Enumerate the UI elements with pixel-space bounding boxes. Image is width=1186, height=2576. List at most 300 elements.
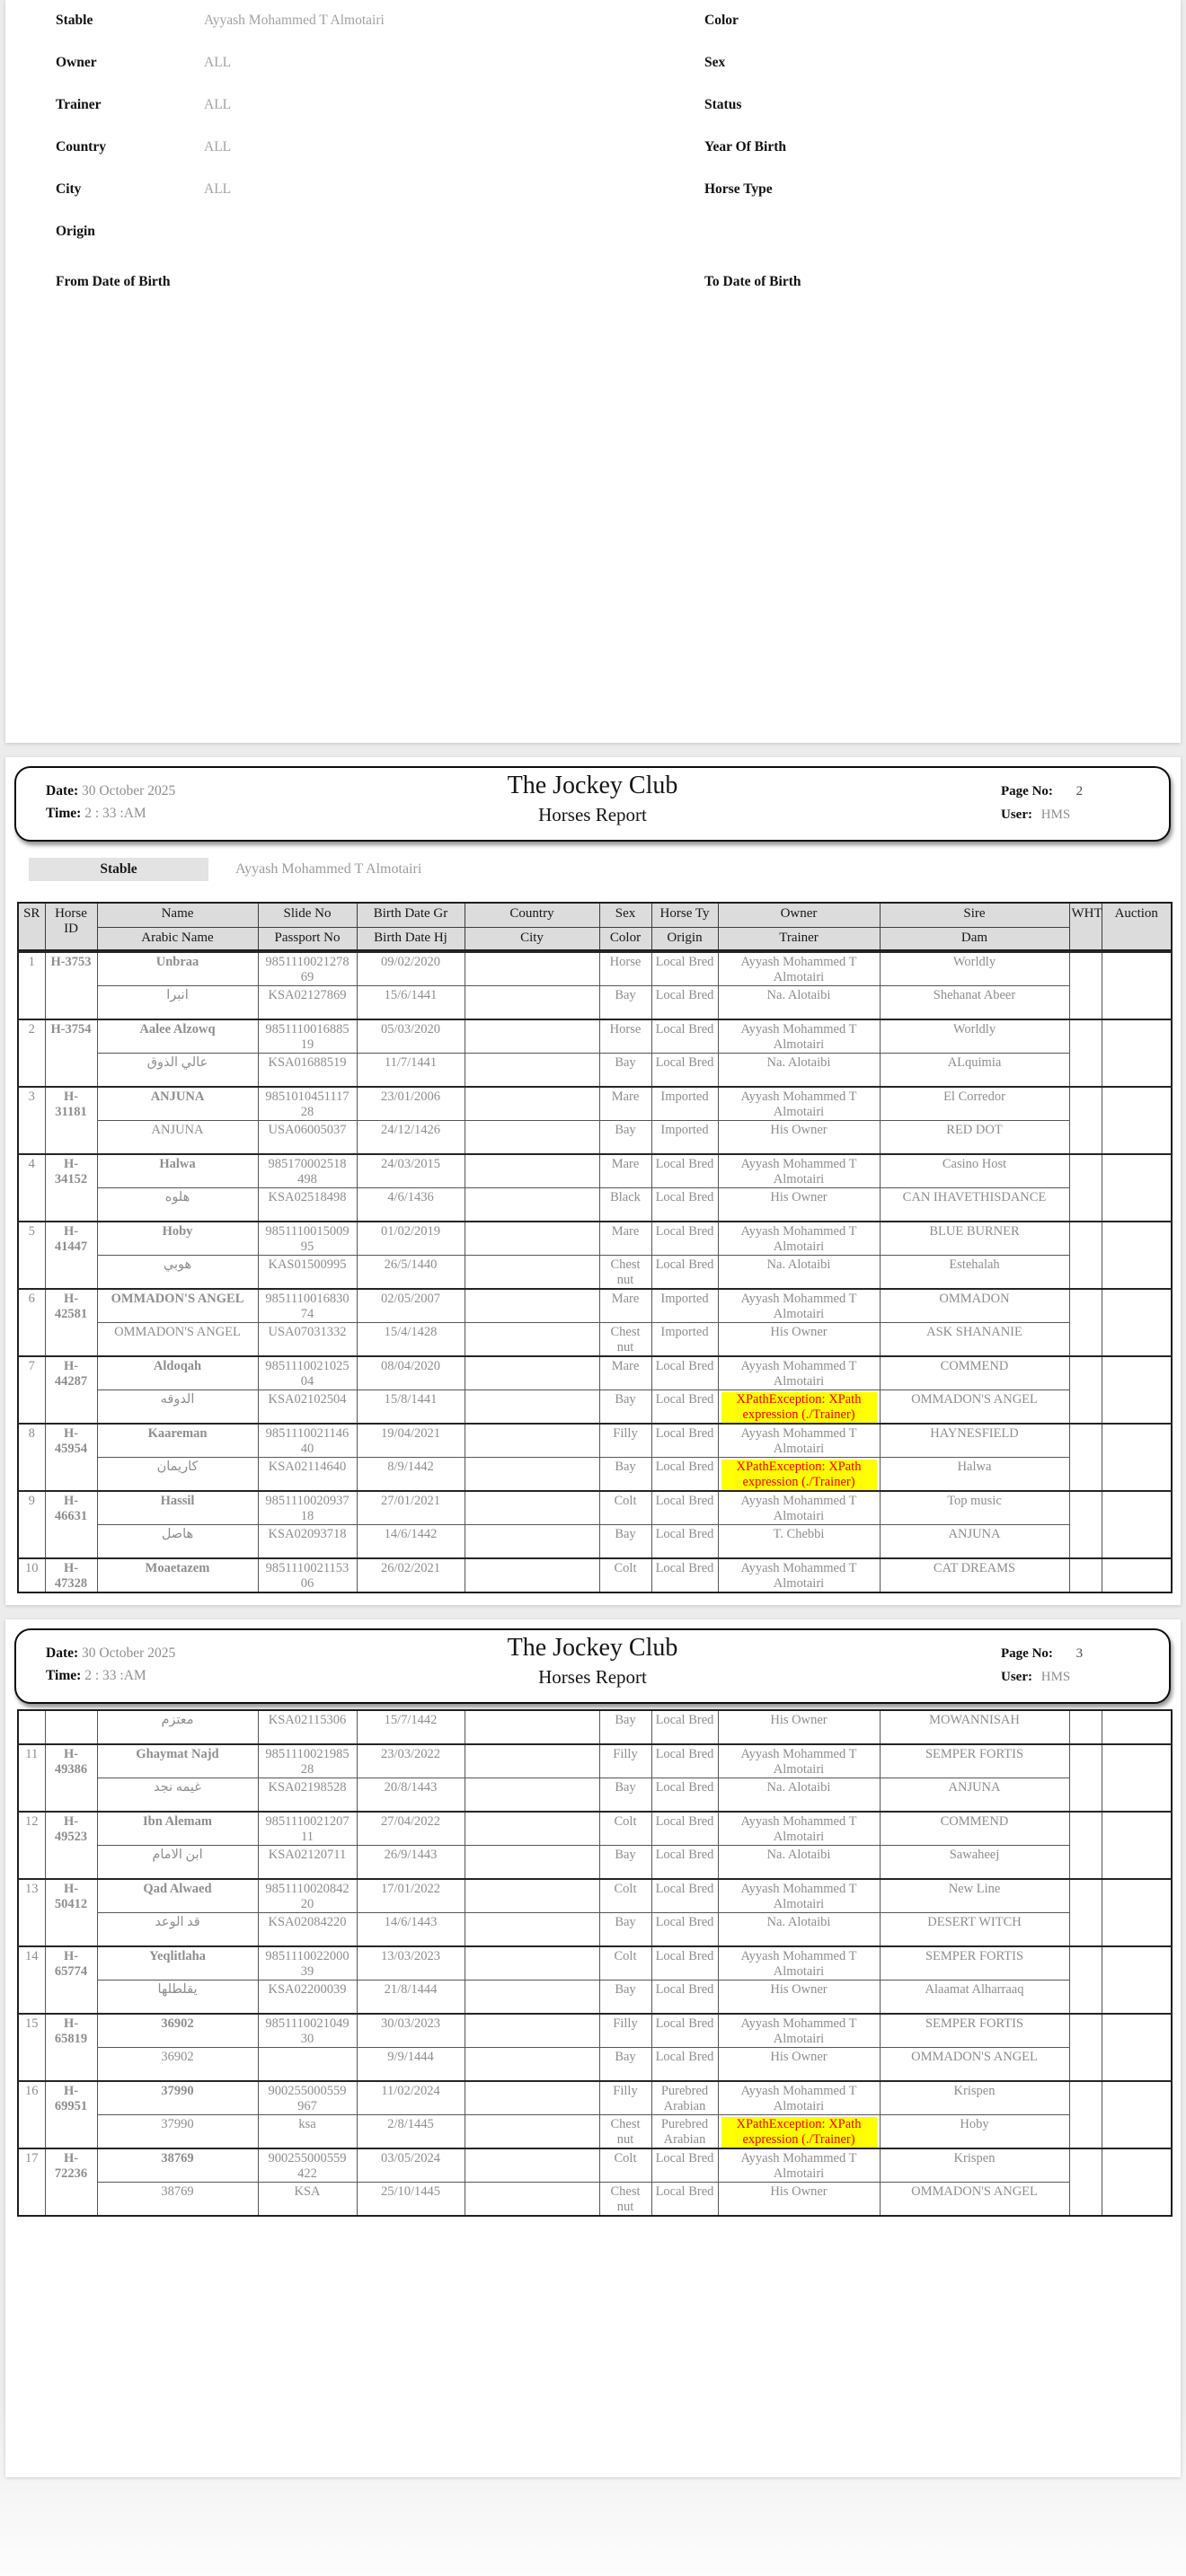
report-title: The Jockey Club	[507, 1634, 678, 1662]
column-header: Birth Date Gr	[357, 903, 465, 928]
auction-cell	[1102, 1222, 1172, 1289]
sr-cell: 3	[18, 1087, 45, 1154]
horse-id-cell: H-3754	[45, 1019, 97, 1087]
birth-date-hj-cell: 15/7/1442	[357, 1710, 465, 1744]
owner-cell: Ayyash Mohammed T Almotairi	[718, 1087, 880, 1121]
column-subheader: Dam	[880, 928, 1069, 951]
wht-cell	[1069, 1019, 1102, 1087]
name-cell: OMMADON'S ANGEL	[97, 1289, 258, 1323]
slide-no-cell	[258, 1558, 357, 1592]
trainer-cell	[718, 1390, 880, 1425]
sr-cell: 14	[18, 1946, 45, 2014]
auction-cell	[1102, 2014, 1172, 2081]
column-subheader: Origin	[651, 928, 718, 951]
name-cell: Ibn Alemam	[97, 1812, 258, 1846]
sex-cell: Colt	[599, 2148, 651, 2183]
owner-cell: Ayyash Mohammed T Almotairi	[718, 1491, 880, 1525]
passport-no-cell: USA06005037	[258, 1121, 357, 1155]
wht-cell	[1069, 1424, 1102, 1491]
birth-date-gr-cell: 09/02/2020	[357, 952, 465, 986]
sr-cell: 11	[18, 1744, 45, 1812]
sire-cell: COMMEND	[880, 1356, 1069, 1390]
slide-no-value: 985111002115306	[265, 1561, 350, 1591]
color-cell: Bay	[599, 1710, 651, 1744]
sex-cell: Mare	[599, 1289, 651, 1323]
filter-value-city: ALL	[204, 181, 232, 197]
owner-cell: Ayyash Mohammed T Almotairi	[718, 952, 880, 986]
origin-cell: Local Bred	[651, 1778, 718, 1813]
horse-type-cell: Imported	[651, 1087, 718, 1121]
horse-row-arabic	[18, 1525, 1172, 1559]
owner-cell: Ayyash Mohammed T Almotairi	[718, 1812, 880, 1846]
stable-chip: Stable	[29, 858, 208, 881]
country-cell	[465, 2081, 599, 2115]
auction-cell	[1102, 1558, 1172, 1592]
birth-date-gr-cell: 26/02/2021	[357, 1558, 465, 1592]
birth-date-hj-cell: 8/9/1442	[357, 1458, 465, 1492]
color-cell: Bay	[599, 1458, 651, 1492]
slide-no-cell	[258, 1946, 357, 1981]
country-cell	[465, 2014, 599, 2048]
sex-cell: Horse	[599, 952, 651, 986]
sr-cell: 5	[18, 1222, 45, 1289]
trainer-cell: Na. Alotaibi	[718, 1913, 880, 1947]
birth-date-gr-cell: 19/04/2021	[357, 1424, 465, 1458]
trainer-cell: His Owner	[718, 1121, 880, 1155]
slide-no-cell	[258, 1744, 357, 1778]
birth-date-gr-cell: 30/03/2023	[357, 2014, 465, 2048]
report-page-2	[5, 757, 1181, 1605]
color-cell: Bay	[599, 1525, 651, 1559]
sex-cell: Filly	[599, 1744, 651, 1778]
horse-type-cell: Local Bred	[651, 1491, 718, 1525]
color-cell: Bay	[599, 1121, 651, 1155]
sr-cell: 8	[18, 1424, 45, 1491]
country-cell	[465, 1356, 599, 1390]
horse-row-arabic	[18, 1121, 1172, 1155]
city-cell	[465, 1981, 599, 2015]
horse-row	[18, 1222, 1172, 1256]
horse-row-arabic	[18, 1390, 1172, 1425]
filter-label-to-date-of-birth: To Date of Birth	[704, 274, 801, 289]
user-label: User:	[1001, 1670, 1032, 1684]
slide-no-value: 985111001683074	[265, 1292, 350, 1321]
slide-no-value: 985111002102504	[265, 1359, 350, 1389]
wht-cell	[1069, 1289, 1102, 1356]
horses-table	[17, 1709, 1173, 2217]
owner-cell: Ayyash Mohammed T Almotairi	[718, 1019, 880, 1054]
birth-date-gr-cell: 11/02/2024	[357, 2081, 465, 2115]
owner-cell: Ayyash Mohammed T Almotairi	[718, 2148, 880, 2183]
city-cell	[465, 1188, 599, 1222]
report-parameters-page	[5, 0, 1181, 743]
owner-cell: Ayyash Mohammed T Almotairi	[718, 1946, 880, 1981]
origin-cell: Imported	[651, 1121, 718, 1155]
report-page-3	[5, 1619, 1181, 2477]
auction-cell	[1102, 2081, 1172, 2148]
filter-label-country: Country	[56, 139, 106, 154]
horse-type-cell: Local Bred	[651, 2014, 718, 2048]
name-cell: Halwa	[97, 1154, 258, 1188]
trainer-cell: T. Chebbi	[718, 1525, 880, 1559]
trainer-cell: His Owner	[718, 2048, 880, 2082]
color-cell: Bay	[599, 1913, 651, 1947]
slide-no-cell	[258, 1154, 357, 1188]
time-value: 2 : 33 :AM	[81, 806, 146, 821]
country-cell	[465, 1879, 599, 1913]
passport-no-cell: KSA02127869	[258, 986, 357, 1020]
column-header: Horse ID	[45, 903, 97, 950]
city-cell	[465, 986, 599, 1020]
horse-type-cell: Local Bred	[651, 1812, 718, 1846]
city-cell	[465, 1710, 599, 1744]
wht-cell	[1069, 1879, 1102, 1946]
arabic-name-cell: OMMADON'S ANGEL	[97, 1323, 258, 1357]
wht-cell	[1069, 952, 1102, 1019]
wht-cell	[1069, 1946, 1102, 2014]
color-cell: Bay	[599, 1981, 651, 2015]
slide-no-value: 985111002084220	[265, 1882, 350, 1911]
trainer-cell: His Owner	[718, 1188, 880, 1222]
arabic-name-cell: عالي الذوق	[97, 1054, 258, 1088]
birth-date-hj-cell: 15/4/1428	[357, 1323, 465, 1357]
passport-no-cell: KSA02093718	[258, 1525, 357, 1559]
sr-cell: 1	[18, 952, 45, 1019]
column-header: Sire	[880, 903, 1069, 928]
birth-date-gr-cell: 13/03/2023	[357, 1946, 465, 1981]
name-cell: Unbraa	[97, 952, 258, 986]
horse-row-arabic	[18, 1981, 1172, 2015]
horse-type-cell: Purebred Arabian	[651, 2081, 718, 2115]
slide-no-value: 985111002198528	[265, 1747, 350, 1777]
horse-row	[18, 1812, 1172, 1846]
column-subheader: Passport No	[258, 928, 357, 951]
column-subheader: Birth Date Hj	[357, 928, 465, 951]
auction-cell	[1102, 1710, 1172, 1744]
passport-no-cell: KSA02084220	[258, 1913, 357, 1947]
arabic-name-cell: 36902	[97, 2048, 258, 2082]
slide-no-value: 985111002200039	[265, 1949, 350, 1979]
horse-type-cell: Local Bred	[651, 1744, 718, 1778]
wht-cell	[1069, 1154, 1102, 1222]
city-cell	[465, 1256, 599, 1290]
arabic-name-cell: هلوه	[97, 1188, 258, 1222]
auction-cell	[1102, 1424, 1172, 1491]
origin-cell: Local Bred	[651, 1256, 718, 1290]
birth-date-gr-cell: 23/01/2006	[357, 1087, 465, 1121]
passport-no-cell: KSA02120711	[258, 1846, 357, 1880]
horse-id-cell: H-41447	[45, 1222, 97, 1289]
column-header: SR	[18, 903, 45, 950]
trainer-cell: Na. Alotaibi	[718, 1054, 880, 1088]
horse-row	[18, 1946, 1172, 1981]
filter-label-status: Status	[704, 97, 742, 112]
country-cell	[465, 1424, 599, 1458]
auction-cell	[1102, 1491, 1172, 1558]
sire-cell: OMMADON	[880, 1289, 1069, 1323]
sex-cell: Mare	[599, 1356, 651, 1390]
color-cell: Chest nut	[599, 1256, 651, 1290]
sire-cell: SEMPER FORTIS	[880, 1744, 1069, 1778]
country-cell	[465, 2148, 599, 2183]
filter-label-origin: Origin	[56, 224, 95, 239]
column-header: Sex	[599, 903, 651, 928]
sire-cell: Krispen	[880, 2081, 1069, 2115]
slide-no-value: 985111002093718	[265, 1494, 350, 1523]
birth-date-hj-cell: 14/6/1443	[357, 1913, 465, 1947]
slide-no-cell	[258, 2148, 357, 2183]
horse-row-arabic	[18, 2115, 1172, 2149]
horse-id-cell: H-49386	[45, 1744, 97, 1812]
birth-date-gr-cell: 24/03/2015	[357, 1154, 465, 1188]
sex-cell: Horse	[599, 1019, 651, 1054]
xpath-error: XPathException: XPath expression (./Trainer)	[721, 2117, 877, 2148]
city-cell	[465, 1121, 599, 1155]
passport-no-cell: ksa	[258, 2115, 357, 2149]
trainer-cell: His Owner	[718, 2183, 880, 2217]
horse-row-arabic	[18, 1913, 1172, 1947]
birth-date-hj-cell: 2/8/1445	[357, 2115, 465, 2149]
sr-cell: 2	[18, 1019, 45, 1087]
horse-id-cell: H-65819	[45, 2014, 97, 2081]
slide-no-cell	[258, 1812, 357, 1846]
horse-id-cell: H-65774	[45, 1946, 97, 2014]
xpath-error: XPathException: XPath expression (./Trainer)	[721, 1460, 877, 1490]
column-header: Name	[97, 903, 258, 928]
filter-value-owner: ALL	[204, 55, 232, 70]
dam-cell: Hoby	[880, 2115, 1069, 2149]
origin-cell: Local Bred	[651, 1913, 718, 1947]
owner-cell: Ayyash Mohammed T Almotairi	[718, 1879, 880, 1913]
horse-row-continuation	[18, 1710, 1172, 1744]
name-cell: Aalee Alzowq	[97, 1019, 258, 1054]
name-cell: 38769	[97, 2148, 258, 2183]
country-cell	[465, 1087, 599, 1121]
passport-no-cell: KSA02115306	[258, 1710, 357, 1744]
sr-cell: 12	[18, 1812, 45, 1879]
owner-cell: Ayyash Mohammed T Almotairi	[718, 1154, 880, 1188]
date-label: Date:	[46, 783, 79, 798]
horse-row-arabic	[18, 2183, 1172, 2217]
slide-no-cell	[258, 1019, 357, 1054]
origin-cell: Local Bred	[651, 1525, 718, 1559]
birth-date-hj-cell: 9/9/1444	[357, 2048, 465, 2082]
color-cell: Bay	[599, 2048, 651, 2082]
slide-no-value: 985101045111728	[265, 1090, 350, 1119]
origin-cell: Imported	[651, 1323, 718, 1357]
birth-date-gr-cell: 03/05/2024	[357, 2148, 465, 2183]
filter-label-stable: Stable	[56, 13, 93, 28]
slide-no-cell	[258, 1222, 357, 1256]
sire-cell: COMMEND	[880, 1812, 1069, 1846]
trainer-cell: Na. Alotaibi	[718, 986, 880, 1020]
dam-cell: ANJUNA	[880, 1778, 1069, 1813]
page-no-label: Page No:	[1001, 784, 1053, 798]
horse-row-arabic	[18, 1846, 1172, 1880]
horse-id-cell: H-31181	[45, 1087, 97, 1154]
sire-cell: Worldly	[880, 1019, 1069, 1054]
horse-type-cell: Local Bred	[651, 1558, 718, 1592]
filter-value-trainer: ALL	[204, 97, 232, 112]
birth-date-hj-cell: 26/5/1440	[357, 1256, 465, 1290]
sex-cell: Colt	[599, 1879, 651, 1913]
horse-row-arabic	[18, 1323, 1172, 1357]
horse-row	[18, 1289, 1172, 1323]
horse-row	[18, 1744, 1172, 1778]
time-value: 2 : 33 :AM	[81, 1668, 146, 1683]
name-cell: Yeqlitlaha	[97, 1946, 258, 1981]
birth-date-hj-cell: 14/6/1442	[357, 1525, 465, 1559]
page-no-value: 3	[1072, 1646, 1084, 1661]
country-cell	[465, 1744, 599, 1778]
birth-date-hj-cell: 26/9/1443	[357, 1846, 465, 1880]
horse-row	[18, 1491, 1172, 1525]
auction-cell	[1102, 1356, 1172, 1424]
color-cell: Bay	[599, 1390, 651, 1425]
slide-no-value: 985111002104930	[265, 2016, 350, 2046]
passport-no-cell: KSA02518498	[258, 1188, 357, 1222]
filter-label-city: City	[56, 181, 82, 197]
country-cell	[465, 1154, 599, 1188]
column-header: WHT	[1069, 903, 1102, 950]
name-cell: 37990	[97, 2081, 258, 2115]
column-header: Slide No	[258, 903, 357, 928]
city-cell	[465, 1846, 599, 1880]
sire-cell: HAYNESFIELD	[880, 1424, 1069, 1458]
horse-type-cell: Local Bred	[651, 1356, 718, 1390]
horse-type-cell: Local Bred	[651, 1946, 718, 1981]
sex-cell: Colt	[599, 1812, 651, 1846]
auction-cell	[1102, 1812, 1172, 1879]
dam-cell: CAN IHAVETHISDANCE	[880, 1188, 1069, 1222]
filter-label-owner: Owner	[56, 55, 97, 70]
filter-label-sex: Sex	[704, 55, 726, 70]
horses-table	[17, 951, 1173, 1593]
birth-date-gr-cell: 27/04/2022	[357, 1812, 465, 1846]
name-cell: Moaetazem	[97, 1558, 258, 1592]
sex-cell: Mare	[599, 1154, 651, 1188]
birth-date-gr-cell: 23/03/2022	[357, 1744, 465, 1778]
origin-cell: Local Bred	[651, 1981, 718, 2015]
time-label: Time:	[46, 806, 82, 821]
report-header-box	[14, 766, 1171, 842]
birth-date-hj-cell: 15/6/1441	[357, 986, 465, 1020]
origin-cell: Local Bred	[651, 2183, 718, 2217]
country-cell	[465, 1289, 599, 1323]
horse-id-cell: H-46631	[45, 1491, 97, 1558]
sex-cell: Filly	[599, 2081, 651, 2115]
filter-label-color: Color	[704, 13, 739, 28]
arabic-name-cell: ANJUNA	[97, 1121, 258, 1155]
horse-id-cell: H-44287	[45, 1356, 97, 1424]
wht-cell	[1069, 1491, 1102, 1558]
owner-cell: Ayyash Mohammed T Almotairi	[718, 1356, 880, 1390]
birth-date-hj-cell: 4/6/1436	[357, 1188, 465, 1222]
sire-cell: Worldly	[880, 952, 1069, 986]
horse-row-arabic	[18, 1054, 1172, 1088]
wht-cell	[1069, 2014, 1102, 2081]
name-cell: Kaareman	[97, 1424, 258, 1458]
auction-cell	[1102, 2148, 1172, 2216]
arabic-name-cell: قد الوعد	[97, 1913, 258, 1947]
horse-row	[18, 1356, 1172, 1390]
wht-cell	[1069, 1710, 1102, 1744]
slide-no-cell	[258, 1356, 357, 1390]
user-label: User:	[1001, 807, 1032, 822]
filter-label-trainer: Trainer	[56, 97, 102, 112]
city-cell	[465, 1390, 599, 1425]
wht-cell	[1069, 1222, 1102, 1289]
dam-cell: Sawaheej	[880, 1846, 1069, 1880]
name-cell: 36902	[97, 2014, 258, 2048]
wht-cell	[1069, 1744, 1102, 1812]
sr-cell: 9	[18, 1491, 45, 1558]
sire-cell: Top music	[880, 1491, 1069, 1525]
report-page-user	[1001, 1642, 1083, 1689]
dam-cell: OMMADON'S ANGEL	[880, 2183, 1069, 2217]
auction-cell	[1102, 952, 1172, 1019]
horse-type-cell: Local Bred	[651, 1019, 718, 1054]
slide-no-cell	[258, 1879, 357, 1913]
horse-type-cell: Local Bred	[651, 1424, 718, 1458]
sire-cell: El Corredor	[880, 1087, 1069, 1121]
filter-label-from-date-of-birth: From Date of Birth	[56, 274, 171, 289]
user-value: HMS	[1037, 1670, 1071, 1684]
country-cell	[465, 952, 599, 986]
slide-no-cell	[258, 1087, 357, 1121]
horse-type-cell: Local Bred	[651, 1154, 718, 1188]
report-subtitle: Horses Report	[538, 1666, 647, 1688]
horse-row	[18, 1879, 1172, 1913]
auction-cell	[1102, 1087, 1172, 1154]
time-label: Time:	[46, 1668, 82, 1683]
horse-type-cell: Local Bred	[651, 2148, 718, 2183]
sire-cell: SEMPER FORTIS	[880, 1946, 1069, 1981]
horse-type-cell: Local Bred	[651, 1222, 718, 1256]
horse-row	[18, 1154, 1172, 1188]
city-cell	[465, 2048, 599, 2082]
page-no-label: Page No:	[1001, 1646, 1053, 1661]
city-cell	[465, 1525, 599, 1559]
dam-cell: Estehalah	[880, 1256, 1069, 1290]
report-title: The Jockey Club	[507, 772, 678, 799]
auction-cell	[1102, 1289, 1172, 1356]
slide-no-value: 985111002120711	[265, 1814, 350, 1844]
color-cell: Chest nut	[599, 1323, 651, 1357]
stable-value: Ayyash Mohammed T Almotairi	[235, 861, 422, 877]
arabic-name-cell: الدوقه	[97, 1390, 258, 1425]
horse-row	[18, 952, 1172, 986]
trainer-cell	[718, 1458, 880, 1492]
color-cell: Chest nut	[599, 2183, 651, 2217]
passport-no-cell: KSA01688519	[258, 1054, 357, 1088]
date-value: 30 October 2025	[78, 783, 176, 798]
trainer-cell: His Owner	[718, 1323, 880, 1357]
sr-cell: 6	[18, 1289, 45, 1356]
dam-cell: ANJUNA	[880, 1525, 1069, 1559]
origin-cell: Local Bred	[651, 1188, 718, 1222]
city-cell	[465, 2183, 599, 2217]
city-cell	[465, 1323, 599, 1357]
dam-cell: MOWANNISAH	[880, 1710, 1069, 1744]
name-cell: ANJUNA	[97, 1087, 258, 1121]
filter-value-stable: Ayyash Mohammed T Almotairi	[204, 13, 385, 28]
birth-date-gr-cell: 05/03/2020	[357, 1019, 465, 1054]
horse-row	[18, 1019, 1172, 1054]
origin-cell: Local Bred	[651, 1710, 718, 1744]
birth-date-hj-cell: 20/8/1443	[357, 1778, 465, 1813]
birth-date-hj-cell: 25/10/1445	[357, 2183, 465, 2217]
